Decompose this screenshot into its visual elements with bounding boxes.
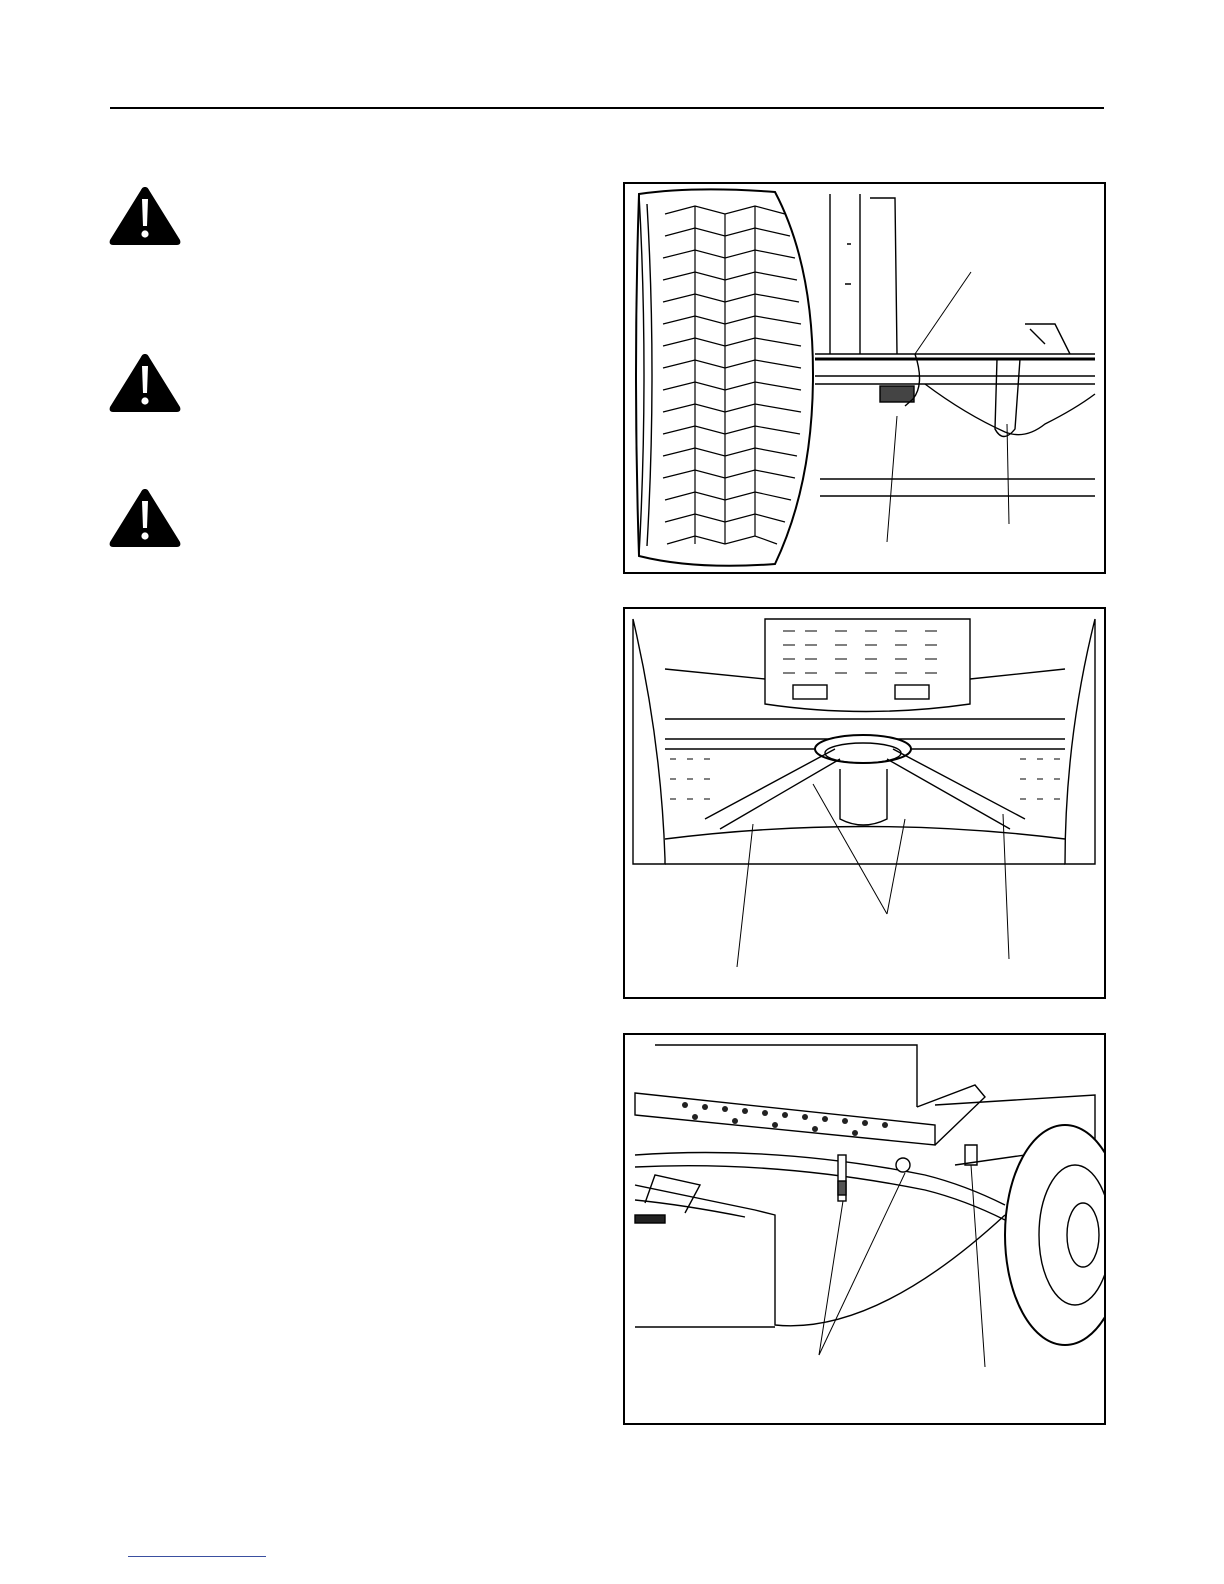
figure-rear-wheel-belt-area bbox=[623, 182, 1106, 574]
warning-triangle-icon bbox=[108, 185, 182, 247]
header-rule bbox=[110, 107, 1104, 109]
footer-link-underline bbox=[128, 1556, 266, 1557]
figure-deck-pulley-illustration bbox=[625, 609, 1104, 997]
figure-side-deck-belt-guides bbox=[623, 1033, 1106, 1425]
figure-belt-guide-illustration bbox=[625, 1035, 1104, 1423]
figure-front-deck-pulley-area bbox=[623, 607, 1106, 999]
figure-rear-wheel-illustration bbox=[625, 184, 1104, 572]
warning-triangle-icon bbox=[108, 487, 182, 549]
warning-triangle-icon bbox=[108, 352, 182, 414]
